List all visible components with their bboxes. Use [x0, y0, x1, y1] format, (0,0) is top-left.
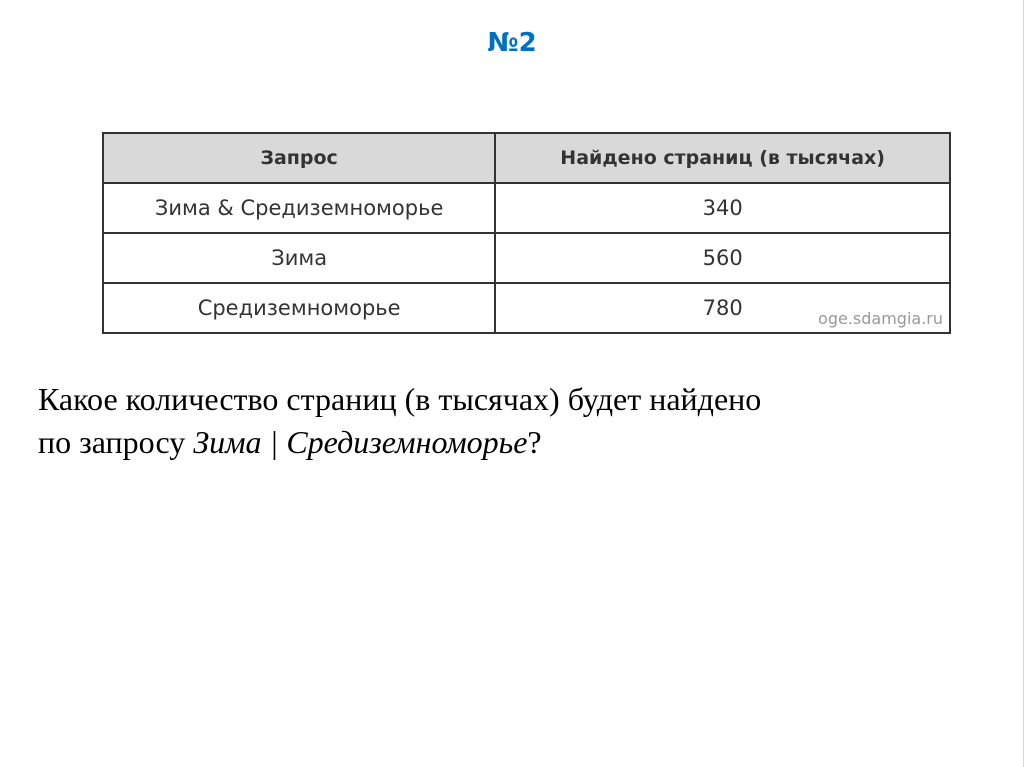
source-watermark: oge.sdamgia.ru: [818, 309, 943, 328]
question-text: [38, 378, 988, 464]
question-line2-prefix: по запросу: [38, 424, 194, 460]
cell-query: Зима: [103, 233, 495, 283]
cell-pages: 340: [495, 183, 950, 233]
cell-pages: 780: [702, 296, 743, 320]
question-query: Зима | Средиземноморье: [193, 424, 528, 460]
cell-query: Средиземноморье: [103, 283, 495, 333]
cell-pages: 560: [495, 233, 950, 283]
query-table: [102, 132, 951, 334]
table-row: [103, 183, 950, 233]
header-pages: Найдено страниц (в тысячах): [495, 133, 950, 183]
question-line1: Какое количество страниц (в тысячах) будет найдено: [38, 381, 762, 417]
table-row: [103, 233, 950, 283]
header-query: Запрос: [103, 133, 495, 183]
cell-pages-with-watermark: [495, 283, 950, 333]
cell-query: Зима & Средиземноморье: [103, 183, 495, 233]
table-header-row: [103, 133, 950, 183]
question-mark: ?: [527, 424, 542, 460]
slide-title: №2: [487, 28, 537, 58]
table-row: [103, 283, 950, 333]
